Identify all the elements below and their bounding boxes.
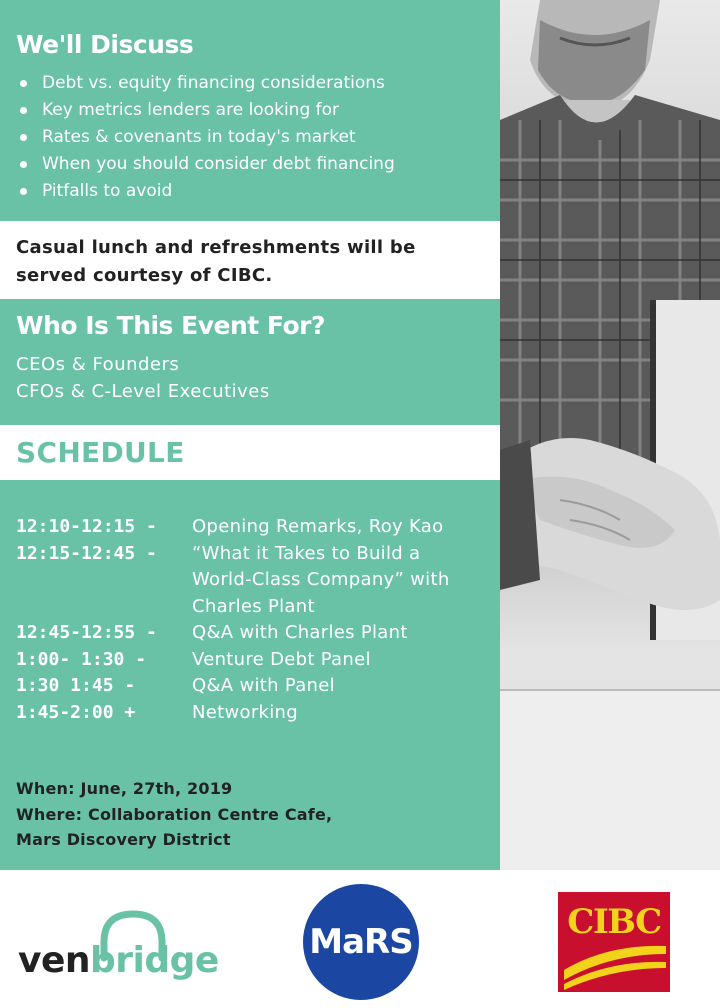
mars-logo (303, 884, 419, 1000)
cibc-logo (558, 892, 670, 992)
schedule-time: 1:45-2:00 + (16, 701, 136, 723)
list-item: When you should consider debt financing (20, 151, 395, 178)
lunch-line: Casual lunch and refreshments will be (16, 237, 416, 258)
bullet-icon (20, 107, 27, 114)
list-item: Debt vs. equity financing considerations (20, 70, 395, 97)
list-item: Key metrics lenders are looking for (20, 97, 395, 124)
schedule-desc: Q&A with Charles Plant (192, 622, 408, 643)
cibc-wordmark: CIBC (567, 902, 661, 942)
list-item: CEOs & Founders (16, 354, 180, 375)
bullet-icon (20, 80, 27, 87)
schedule-heading: SCHEDULE (16, 436, 185, 469)
schedule-time: 1:30 1:45 - (16, 675, 136, 696)
handshake-photo (500, 0, 720, 870)
bullet-icon (20, 161, 27, 168)
schedule-desc: Networking (192, 701, 298, 723)
event-location: Where: Collaboration Centre Cafe, (16, 804, 333, 824)
event-details (16, 776, 332, 853)
discuss-list (20, 70, 395, 205)
schedule-row (16, 647, 496, 674)
lunch-line: served courtesy of CIBC. (16, 265, 273, 286)
bullet-icon (20, 134, 27, 141)
schedule-row (16, 700, 496, 727)
schedule-desc: Opening Remarks, Roy Kao (192, 516, 444, 537)
bullet-icon (20, 188, 27, 195)
schedule-time: 12:45-12:55 - (16, 622, 157, 643)
discuss-heading: We'll Discuss (16, 30, 194, 59)
schedule-time: 1:00- 1:30 - (16, 648, 147, 670)
schedule-row (16, 541, 496, 621)
event-date: When: June, 27th, 2019 (16, 779, 233, 798)
schedule-row (16, 673, 496, 700)
schedule-row (16, 620, 496, 647)
schedule-row (16, 514, 496, 541)
sponsor-footer (0, 870, 720, 1008)
schedule-desc: “What it Takes to Build a World-Class Company” with Charles Plant (192, 542, 450, 617)
schedule-table (16, 514, 496, 726)
schedule-time: 12:10-12:15 - (16, 516, 157, 537)
discuss-section (0, 0, 500, 221)
lunch-note (16, 234, 486, 290)
list-item: Rates & covenants in today's market (20, 124, 395, 151)
list-item: Pitfalls to avoid (20, 178, 395, 205)
schedule-time: 12:15-12:45 - (16, 542, 157, 564)
mars-wordmark: MaRS (309, 922, 413, 962)
schedule-desc: Q&A with Panel (192, 675, 335, 696)
audience-heading: Who Is This Event For? (16, 311, 325, 340)
event-location-line2: Mars Discovery District (16, 830, 231, 849)
list-item: CFOs & C-Level Executives (16, 381, 270, 402)
audience-list (16, 351, 270, 405)
venbridge-wordmark: venbridge (18, 940, 219, 981)
venbridge-logo (18, 906, 238, 986)
schedule-desc: Venture Debt Panel (192, 648, 371, 670)
